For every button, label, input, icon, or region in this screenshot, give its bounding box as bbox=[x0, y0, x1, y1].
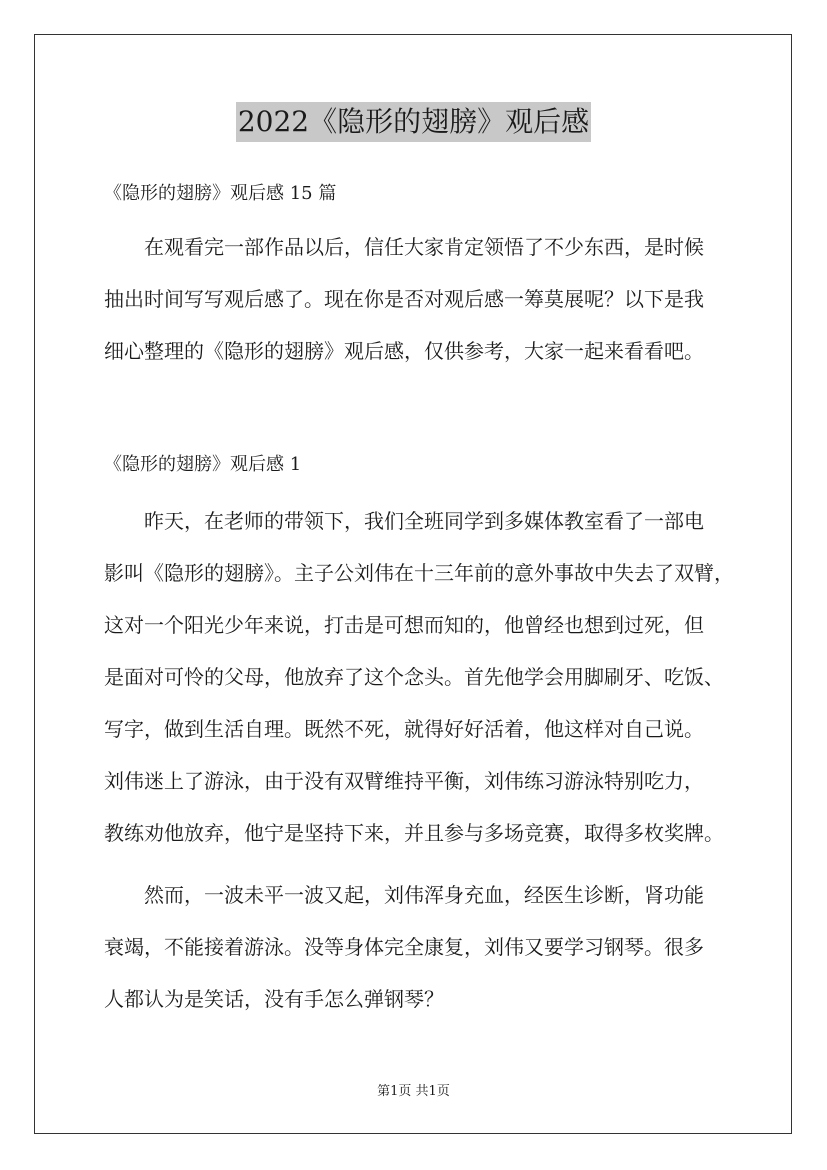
body-line: 教练劝他放弃，他宁是坚持下来，并且参与多场竞赛，取得多枚奖牌。 bbox=[104, 821, 724, 845]
body-line: 是面对可怜的父母，他放弃了这个念头。首先他学会用脚刷牙、吃饭、 bbox=[104, 665, 724, 689]
body-line: 衰竭，不能接着游泳。没等身体完全康复，刘伟又要学习钢琴。很多 bbox=[104, 935, 704, 959]
intro-line: 在观看完一部作品以后，信任大家肯定领悟了不少东西，是时候 bbox=[144, 235, 704, 259]
document-title-block bbox=[0, 102, 827, 142]
document-subtitle: 《隐形的翅膀》观后感 15 篇 bbox=[104, 183, 337, 204]
body-line: 写字，做到生活自理。既然不死，就得好好活着，他这样对自己说。 bbox=[104, 717, 704, 741]
body-line: 昨天，在老师的带领下，我们全班同学到多媒体教室看了一部电 bbox=[144, 509, 704, 533]
body-line: 影叫《隐形的翅膀》。主子公刘伟在十三年前的意外事故中失去了双臂， bbox=[104, 561, 734, 585]
intro-line: 抽出时间写写观后感了。现在你是否对观后感一筹莫展呢？以下是我 bbox=[104, 287, 704, 311]
body-line: 人都认为是笑话，没有手怎么弹钢琴？ bbox=[104, 987, 444, 1011]
page-footer: 第1页 共1页 bbox=[377, 1084, 450, 1099]
body-line: 这对一个阳光少年来说，打击是可想而知的，他曾经也想到过死，但 bbox=[104, 613, 704, 637]
document-title: 2022《隐形的翅膀》观后感 bbox=[236, 102, 591, 142]
intro-line: 细心整理的《隐形的翅膀》观后感，仅供参考，大家一起来看看吧。 bbox=[104, 339, 704, 363]
body-paragraph-2 bbox=[104, 869, 744, 1025]
section-heading: 《隐形的翅膀》观后感 1 bbox=[104, 454, 302, 475]
body-line: 刘伟迷上了游泳，由于没有双臂维持平衡，刘伟练习游泳特别吃力， bbox=[104, 769, 704, 793]
intro-paragraph bbox=[104, 221, 744, 377]
body-line: 然而，一波未平一波又起，刘伟浑身充血，经医生诊断，肾功能 bbox=[144, 883, 704, 907]
body-paragraph-1 bbox=[104, 495, 744, 859]
